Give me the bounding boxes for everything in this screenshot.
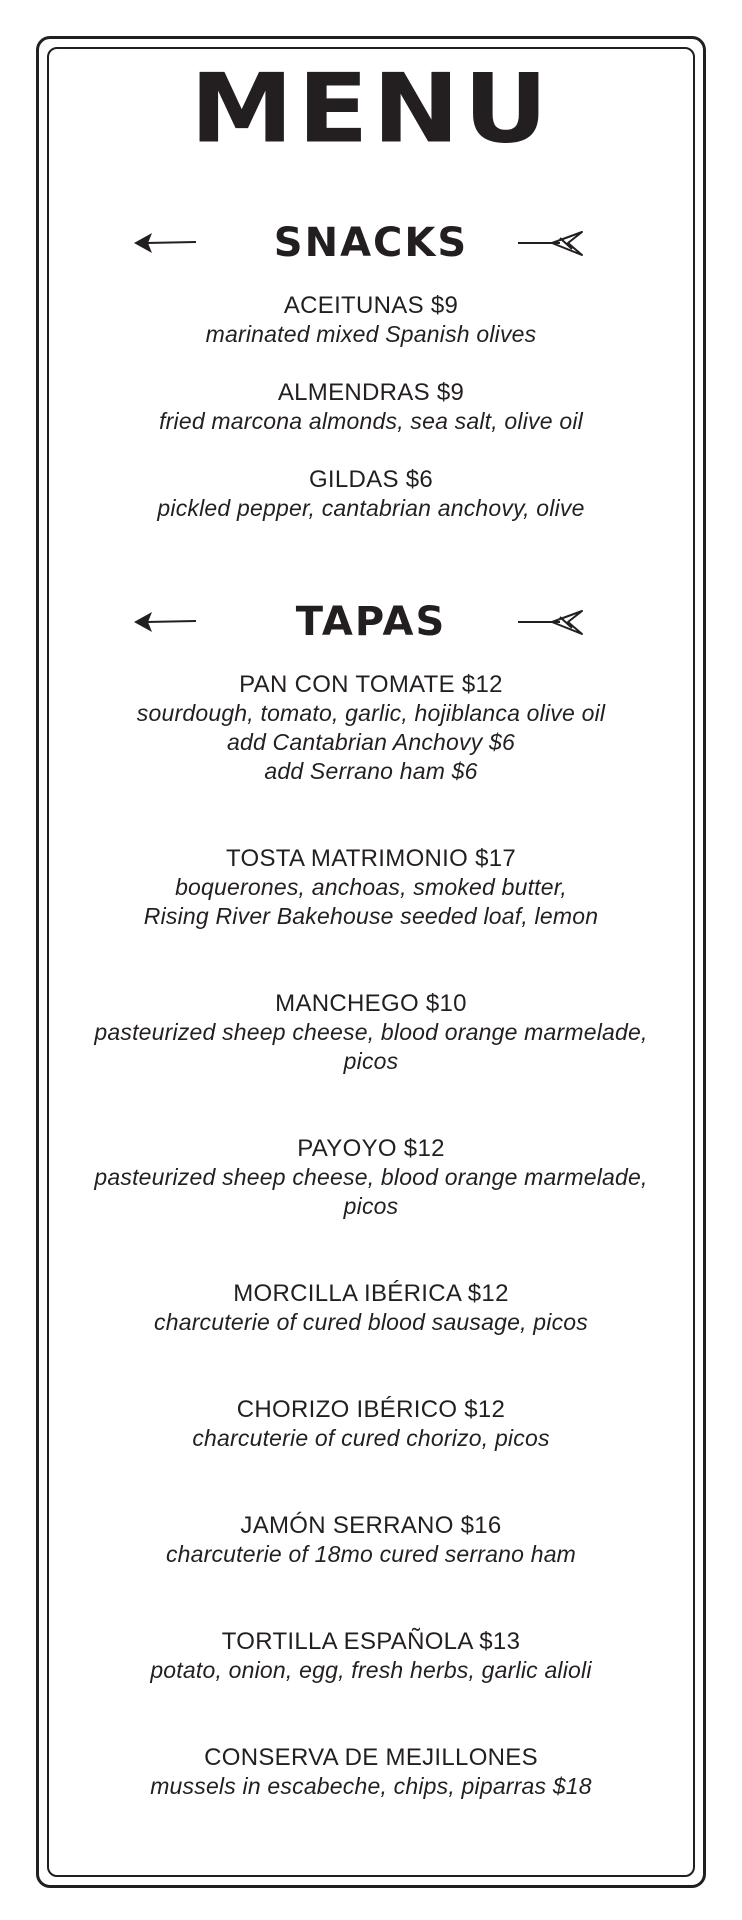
item-add-on: add Serrano ham $6 [264,758,478,784]
menu-item [0,378,742,436]
section-title: SNACKS [273,220,469,266]
item-add-on: add Cantabrian Anchovy $6 [226,729,515,755]
menu-item [0,1279,742,1337]
menu-item [0,1134,742,1221]
menu-item [0,291,742,349]
item-description: pasteurized sheep cheese, blood orange marmelade, [94,1019,648,1045]
item-name: TOSTA MATRIMONIO $17 [225,845,517,872]
menu-item [0,844,742,931]
item-name: CHORIZO IBÉRICO $12 [236,1396,506,1423]
item-name: TORTILLA ESPAÑOLA $13 [221,1628,521,1655]
section-title: TAPAS [295,599,447,645]
menu-item [0,1511,742,1569]
item-name: GILDAS $6 [308,466,434,493]
item-description: sourdough, tomato, garlic, hojiblanca olive oil [136,700,606,726]
section-header-tapas [0,597,742,647]
item-description: boquerones, anchoas, smoked butter, [175,874,567,900]
item-description: picos [343,1048,399,1074]
page-title: MENU [189,52,553,165]
item-description: charcuterie of cured chorizo, picos [192,1425,550,1451]
item-name: PAYOYO $12 [297,1135,445,1162]
item-description: fried marcona almonds, sea salt, olive oil [159,408,583,434]
item-description: marinated mixed Spanish olives [205,321,537,347]
item-description: charcuterie of cured blood sausage, picos [154,1309,588,1335]
menu-item [0,1627,742,1685]
menu-item [0,465,742,523]
menu-item [0,1395,742,1453]
item-name: MANCHEGO $10 [275,990,467,1017]
item-name: PAN CON TOMATE $12 [239,671,503,698]
menu-item [0,1743,742,1801]
arrow-fletching-icon [516,228,586,258]
item-name: ACEITUNAS $9 [283,292,459,319]
arrow-fletching-icon [516,607,586,637]
menu-item [0,670,742,786]
item-description: Rising River Bakehouse seeded loaf, lemon [143,903,599,929]
item-name: ALMENDRAS $9 [277,379,465,406]
item-description: pickled pepper, cantabrian anchovy, olive [157,495,585,521]
item-name: JAMÓN SERRANO $16 [240,1512,502,1539]
item-name: MORCILLA IBÉRICA $12 [233,1280,509,1307]
item-description: potato, onion, egg, fresh herbs, garlic alioli [150,1657,592,1683]
item-name: CONSERVA DE MEJILLONES [204,1744,538,1771]
item-description: charcuterie of 18mo cured serrano ham [165,1541,577,1567]
item-description: mussels in escabeche, chips, piparras $18 [150,1773,592,1799]
menu-item [0,989,742,1076]
item-description: pasteurized sheep cheese, blood orange marmelade, [94,1164,648,1190]
item-description: picos [343,1193,399,1219]
section-header-snacks [0,218,742,268]
